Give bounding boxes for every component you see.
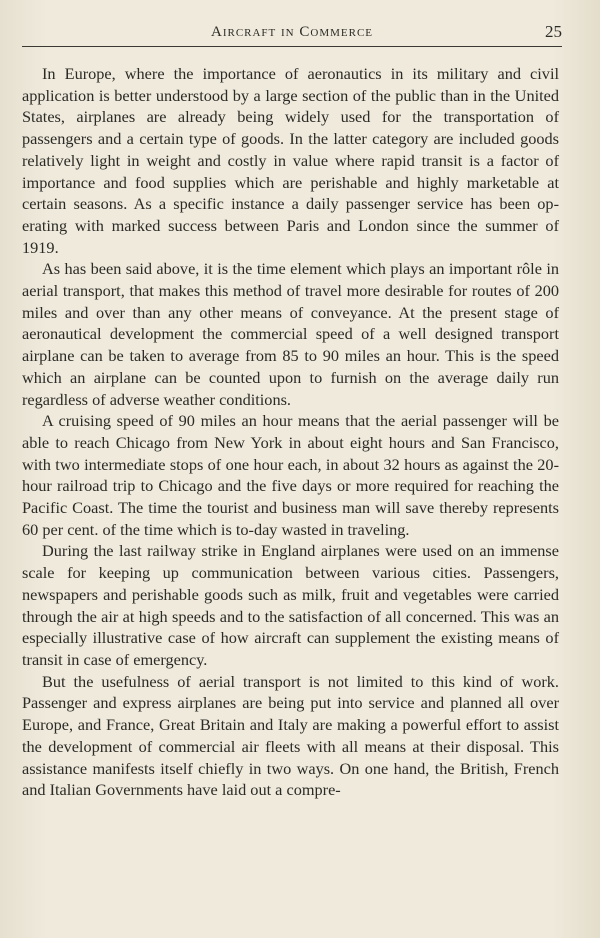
body-text bbox=[22, 63, 559, 801]
paragraph-cruising-speed: A cruising speed of 90 miles an hour means that the aerial passenger will be able to reach Chicago from New York in about eight hours and San Francisco, with two intermediate stops of one hour each, in about 32 hours as against the 20-hour railroad trip to Chicago and the five days or more required for reaching the Pacific Coast. The time the tourist and business man will save thereby represents 60 per cent. of the time which is to-day wasted in traveling. bbox=[22, 411, 559, 539]
page-number: 25 bbox=[545, 22, 562, 41]
paragraph-railway-strike: During the last railway strike in England airplanes were used on an immense scale for keeping up communication between various cities. Passengers, newspapers and perishable goods such as milk, fruit and vegetables were carried through the air at high speeds and to the satisfaction of all concerned. This was an especially illustrative case of how aircraft can supplement the existing means of transit in case of emergency. bbox=[22, 541, 559, 669]
paragraph-usefulness: But the usefulness of aerial transport is not limited to this kind of work. Passenger and express airplanes are being put into service and planned all over Europe, and France, Great Britain and Italy are making a powerful effort to assist the development of commercial air fleets with all means at their disposal. This assistance manifests itself chiefly in two ways. On one hand, the British, French and Italian Governments have laid out a compre- bbox=[22, 671, 559, 800]
running-title: Aircraft in Commerce bbox=[210, 24, 374, 40]
running-head bbox=[22, 20, 562, 47]
paragraph-europe-aeronautics: In Europe, where the importance of aeronautics in its military and civil application is better understood by a large section of the public than in the United States, airplanes are already being widely used for the transportation of passengers and a certain type of goods. In the latter category are included goods relatively light in weight and costly in value where rapid transit is a factor of importance and food supplies which are perishable and highly marketable at certain seasons. As a specific instance a daily passenger service has been operating with marked success between Paris and London since the summer of 1919. bbox=[22, 64, 559, 257]
paragraph-time-element: As has been said above, it is the time element which plays an important rôle in aerial transport, that makes this method of travel more desirable for routes of 200 miles and over than any other means of conveyance. At the present stage of aeronautical development the commercial speed of a well designed transport airplane can be taken to average from 85 to 90 miles an hour. This is the speed which an airplane can be counted upon to furnish on the average daily run regardless of adverse weather conditions. bbox=[22, 259, 559, 409]
